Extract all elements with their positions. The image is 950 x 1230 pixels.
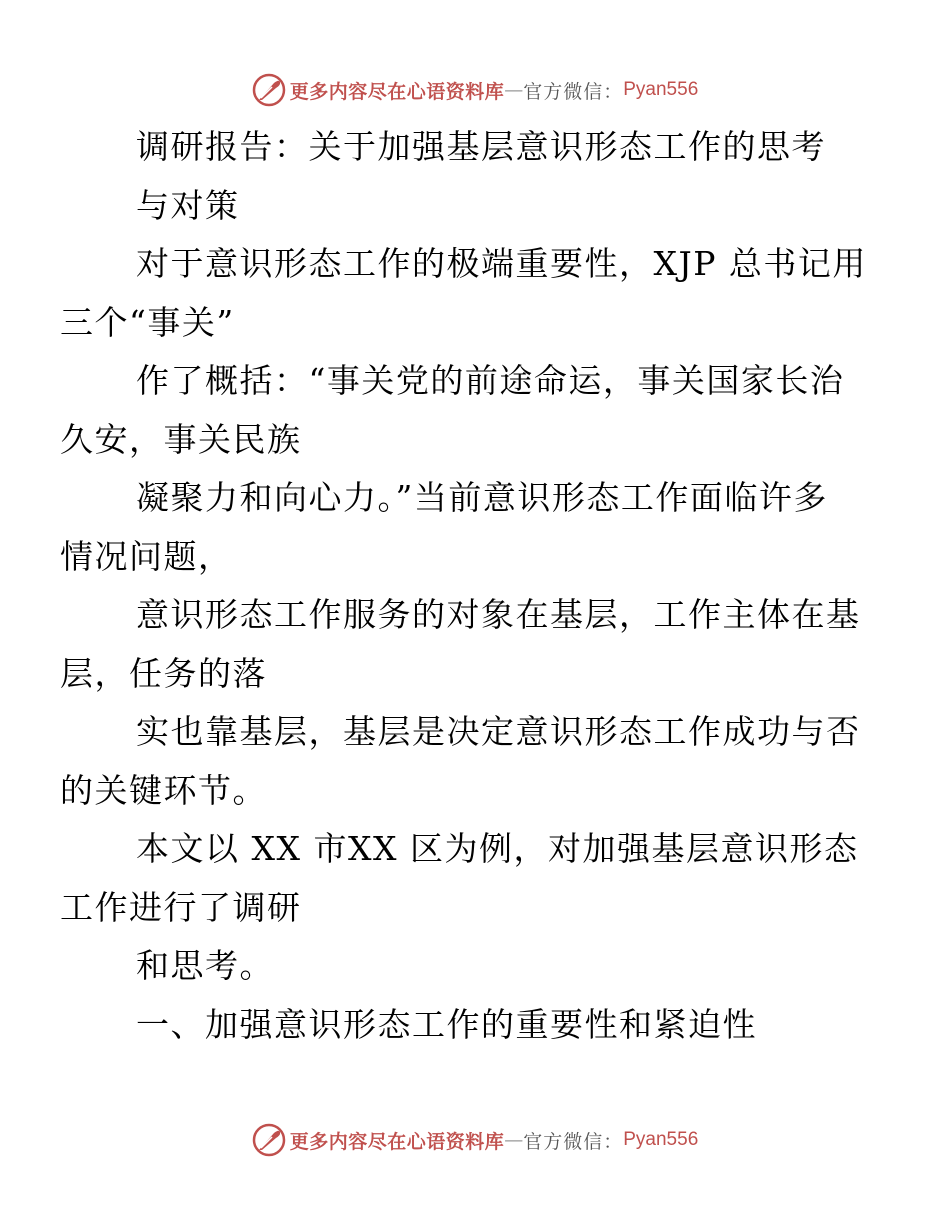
banner-wechat-handle: Pyan556: [623, 79, 699, 100]
text-line: 与对策: [136, 185, 240, 225]
paragraph: [60, 235, 867, 352]
text-line: 本文以 XX 市XX 区为例，对加强基层意识形态: [136, 829, 859, 868]
banner-brand-text: 更多内容尽在心语资料库: [289, 80, 505, 103]
text-line: 作了概括：“事关党的前途命运，事关国家长治: [136, 361, 845, 400]
banner-dash: —: [504, 1129, 524, 1151]
text-line: 工作进行了调研: [60, 887, 302, 927]
text-line: 调研报告：关于加强基层意识形态工作的思考: [136, 127, 826, 166]
quill-logo-icon: [252, 1123, 286, 1157]
text-line: 凝聚力和向心力。”当前意识形态工作面临许多: [136, 478, 828, 517]
text-line: 和思考。: [136, 946, 274, 985]
text-line: 意识形态工作服务的对象在基层，工作主体在基: [136, 595, 861, 634]
quill-logo-icon: [252, 73, 286, 107]
text-line: 久安，事关民族: [60, 419, 302, 459]
text-line: 的关键环节。: [60, 770, 267, 810]
report-title: [98, 118, 858, 235]
paragraph: [98, 937, 858, 996]
text-line: 层，任务的落: [60, 653, 267, 693]
banner-official-label: 官方微信：: [523, 1130, 624, 1153]
banner-wechat-handle: Pyan556: [623, 1129, 699, 1150]
text-line: 对于意识形态工作的极端重要性，XJP 总书记用: [136, 244, 867, 283]
footer-banner: [0, 1120, 950, 1160]
paragraph: [60, 586, 861, 703]
banner-official-label: 官方微信：: [523, 80, 624, 103]
paragraph: [60, 820, 859, 937]
paragraph: [60, 469, 858, 586]
paragraph: [60, 352, 858, 469]
section-heading: [98, 996, 858, 1055]
banner-dash: —: [504, 79, 524, 101]
header-banner: [0, 70, 950, 110]
text-line: 实也靠基层，基层是决定意识形态工作成功与否: [136, 712, 861, 751]
document-body: [60, 118, 867, 1054]
text-line: 情况问题，: [60, 536, 233, 576]
text-line: 一、加强意识形态工作的重要性和紧迫性: [136, 1004, 757, 1044]
banner-brand-text: 更多内容尽在心语资料库: [289, 1130, 505, 1153]
text-line: 三个“事关”: [60, 302, 235, 342]
paragraph: [60, 703, 861, 820]
